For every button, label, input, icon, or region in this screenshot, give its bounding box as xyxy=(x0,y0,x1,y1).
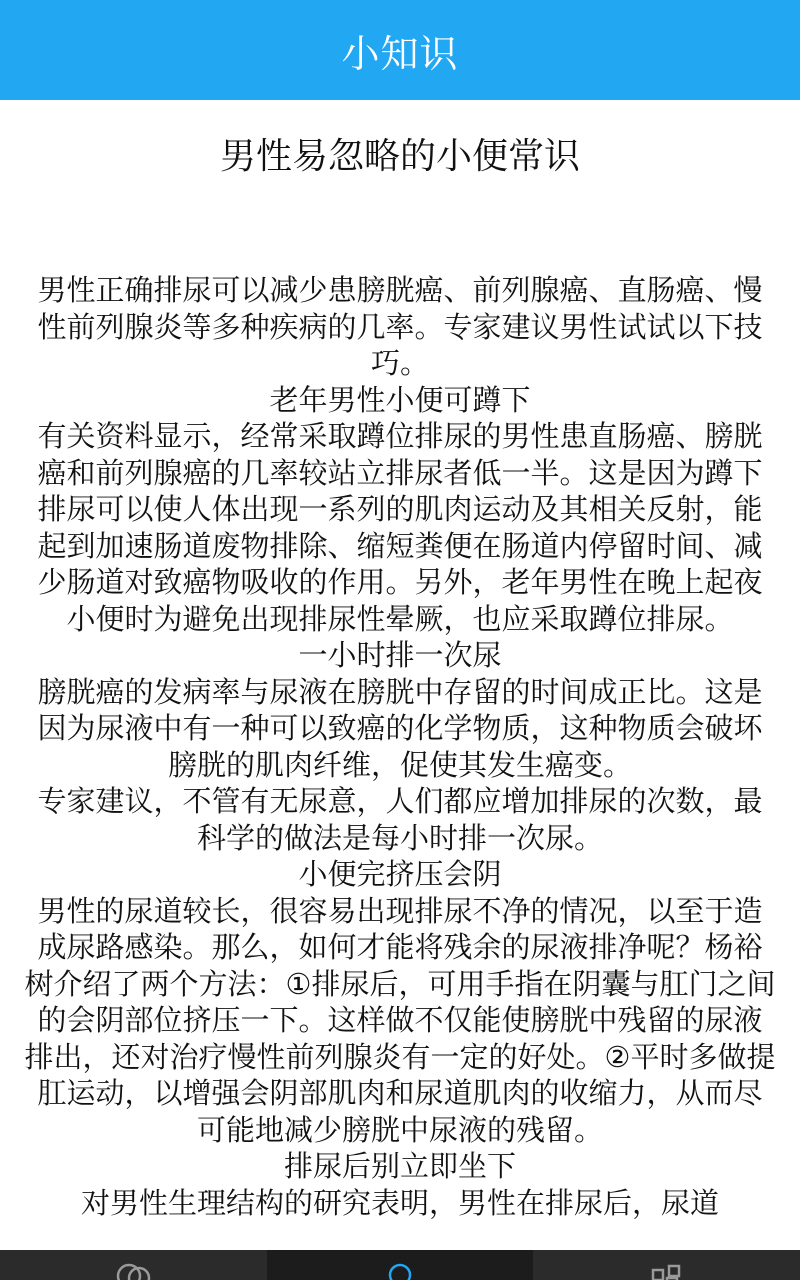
article-content[interactable] xyxy=(0,100,800,1250)
paragraph: 专家建议，不管有无尿意，人们都应增加排尿的次数，最科学的做法是每小时排一次尿。 xyxy=(37,784,763,855)
apps-icon xyxy=(643,1260,691,1280)
bottom-nav xyxy=(0,1250,800,1280)
section-heading: 老年男性小便可蹲下 xyxy=(269,382,531,417)
section-heading: 排尿后别立即坐下 xyxy=(283,1149,516,1183)
app-bar xyxy=(0,0,800,100)
chat-icon xyxy=(109,1260,157,1280)
search-icon xyxy=(380,1260,420,1280)
nav-item-chat[interactable] xyxy=(0,1250,267,1280)
paragraph-intro: 男性正确排尿可以减少患膀胱癌、前列腺癌、直肠癌、慢性前列腺炎等多种疾病的几率。专家建议男性试试以下技巧。 xyxy=(37,273,763,380)
paragraph: 对男性生理结构的研究表明，男性在排尿后，尿道 xyxy=(80,1185,719,1220)
article-title: 男性易忽略的小便常识 xyxy=(219,136,580,177)
section-heading: 小便完挤压会阴 xyxy=(298,857,502,891)
app-bar-title: 小知识 xyxy=(341,31,459,76)
section-heading: 一小时排一次尿 xyxy=(298,638,502,672)
article-body xyxy=(24,272,776,1221)
paragraph: 有关资料显示，经常采取蹲位排尿的男性患直肠癌、膀胱癌和前列腺癌的几率较站立排尿者低一半。这是因为蹲下排尿可以使人体出现一系列的肌肉运动及其相关反射，能起到加速肠道废物排除、缩短粪便在肠道内停留时间、减少肠道对致癌物吸收的作用。另外，老年男性在晚上起夜小便时为避免出现排尿性晕厥，也应采取蹲位排尿。 xyxy=(37,419,763,636)
nav-item-apps[interactable] xyxy=(533,1250,800,1280)
paragraph: 膀胱癌的发病率与尿液在膀胱中存留的时间成正比。这是因为尿液中有一种可以致癌的化学物质，这种物质会破坏膀胱的肌肉纤维，促使其发生癌变。 xyxy=(37,674,763,782)
nav-item-search[interactable] xyxy=(267,1250,534,1280)
paragraph: 男性的尿道较长，很容易出现排尿不净的情况，以至于造成尿路感染。那么，如何才能将残余的尿液排净呢？杨裕树介绍了两个方法：①排尿后，可用手指在阴囊与肛门之间的会阴部位挤压一下。这样做不仅能使膀胱中残留的尿液排出，还对治疗慢性前列腺炎有一定的好处。②平时多做提肛运动，以增强会阴部肌肉和尿道肌肉的收缩力，从而尽可能地减少膀胱中尿液的残留。 xyxy=(24,893,776,1147)
